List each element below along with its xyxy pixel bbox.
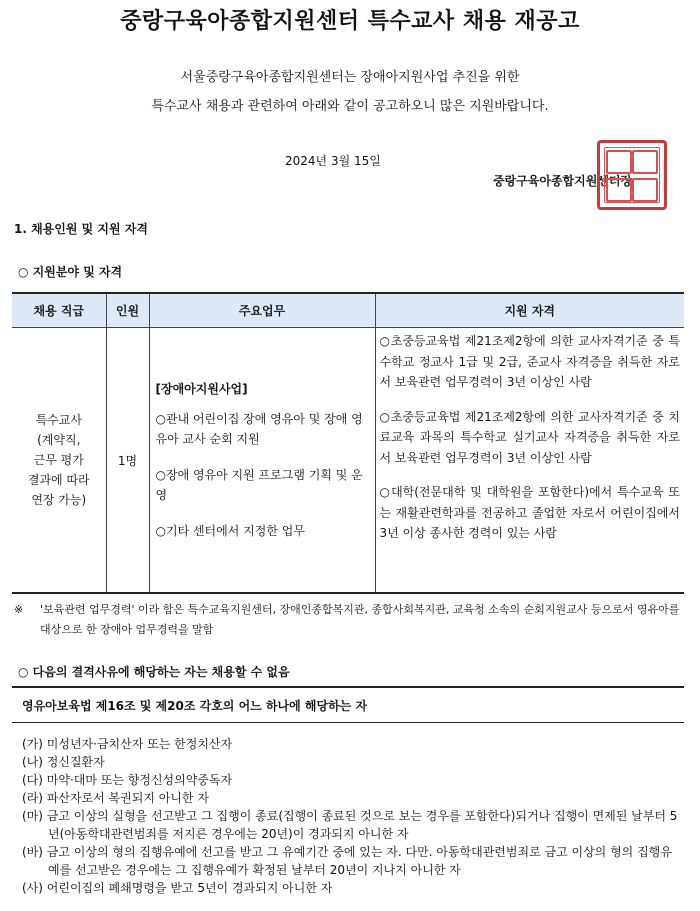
section-2-heading: ○ 다음의 결격사유에 해당하는 자는 채용할 수 없음 (18, 665, 290, 679)
issuer-name: 중랑구육아종합지원센터장 (493, 174, 633, 188)
list-item: (라) 파산자로서 복권되지 아니한 자 (22, 791, 209, 805)
list-item: (다) 마약·대마 또는 향정신성의약중독자 (22, 773, 233, 787)
divider (12, 722, 684, 723)
position-line: 근무 평가 (33, 453, 84, 467)
footnote (14, 600, 686, 640)
header-position: 채용 직급 (12, 293, 106, 328)
qualification-item: ○초중등교육법 제21조제2항에 의한 교사자격기준 중 특수학교 정교사 1급 및 2급, 준교사 자격증을 취득한 자로서 보육관련 업무경력이 3년 이상인 사람 (379, 334, 680, 389)
note-mark: ※ (14, 603, 24, 616)
list-item: (사) 어린이집의 폐쇄명령을 받고 5년이 경과되지 아니한 자 (22, 881, 333, 895)
qualifications-cell (375, 328, 684, 594)
duty-item: ○장애 영유아 지원 프로그램 기획 및 운영 (155, 468, 363, 502)
recruitment-table (12, 292, 684, 594)
header-qualifications: 지원 자격 (375, 293, 684, 328)
duty-heading: [장애아지원사업] (155, 382, 248, 396)
page-title: 중랑구육아종합지원센터 특수교사 채용 재공고 (120, 8, 580, 34)
duties-cell (149, 328, 375, 594)
note-text: '보육관련 업무경력' 이라 함은 특수교육지원센터, 장애인종합복지관, 종합사회복지관, 교육청 소속의 순회지원교사 등으로서 영유아를 대상으로 한 장애아 업무경력을 말함 (40, 603, 680, 636)
intro-line-1: 서울중랑구육아종합지원센터는 장애아지원사업 추진을 위한 (180, 70, 520, 85)
qualification-item: ○대학(전문대학 및 대학원을 포함한다)에서 특수교육 또는 재활관련학과를 전공하고 졸업한 자로서 어린이집에서 3년 이상 종사한 경력이 있는 사람 (379, 485, 680, 540)
section-1-heading: 1. 채용인원 및 지원 자격 (14, 222, 148, 236)
duty-item: ○기타 센터에서 지정한 업무 (155, 524, 305, 538)
position-line: (계약직, (37, 433, 81, 447)
position-line: 결과에 따라 (27, 473, 90, 487)
list-item: (가) 미성년자·금치산자 또는 한정치산자 (22, 737, 233, 751)
headcount-cell: 1명 (106, 328, 149, 594)
position-line: 연장 가능) (31, 493, 87, 507)
qualification-item: ○초중등교육법 제21조제2항에 의한 교사자격기준 중 치료교육 과목의 특수학교 실기교사 자격증을 취득한 자로서 보육관련 업무경력이 3년 이상인 사람 (379, 409, 680, 465)
list-item: (나) 정신질환자 (22, 755, 105, 769)
header-duties: 주요업무 (149, 293, 375, 328)
subsection-heading: ○ 지원분야 및 자격 (18, 265, 123, 279)
list-item: (마) 금고 이상의 실형을 선고받고 그 집행이 종료(집행이 종료된 것으로 보는 경우를 포함한다)되거나 집행이 면제된 날부터 5년(아동학대관련범죄를 저지른 경우에는 20년)이 경과되지 아니한 자 (22, 809, 678, 841)
table-header-row (12, 293, 684, 328)
intro-line-2: 특수교사 채용과 관련하여 아래와 같이 공고하오니 많은 지원바랍니다. (151, 99, 549, 114)
table-row (12, 328, 684, 594)
official-seal-icon (597, 140, 667, 210)
law-reference: 영유아보육법 제16조 및 제20조 각호의 어느 하나에 해당하는 자 (22, 699, 368, 713)
position-line: 특수교사 (35, 413, 82, 427)
position-cell (12, 328, 106, 594)
divider (12, 686, 684, 688)
announcement-date: 2024년 3월 15일 (285, 154, 381, 168)
disqualification-list (22, 735, 682, 897)
list-item: (바) 금고 이상의 형의 집행유예에 선고를 받고 그 유예기간 중에 있는 자. 다만. 아동학대관련범죄로 금고 이상의 형의 집행유예를 선고받은 경우에는 그 집행유예가 확정된 날부터 20년이 지나지 아니한 자 (22, 845, 672, 877)
duty-item: ○관내 어린이집 장애 영유아 및 장애 영유아 교사 순회 지원 (155, 412, 363, 446)
header-count: 인원 (106, 293, 149, 328)
